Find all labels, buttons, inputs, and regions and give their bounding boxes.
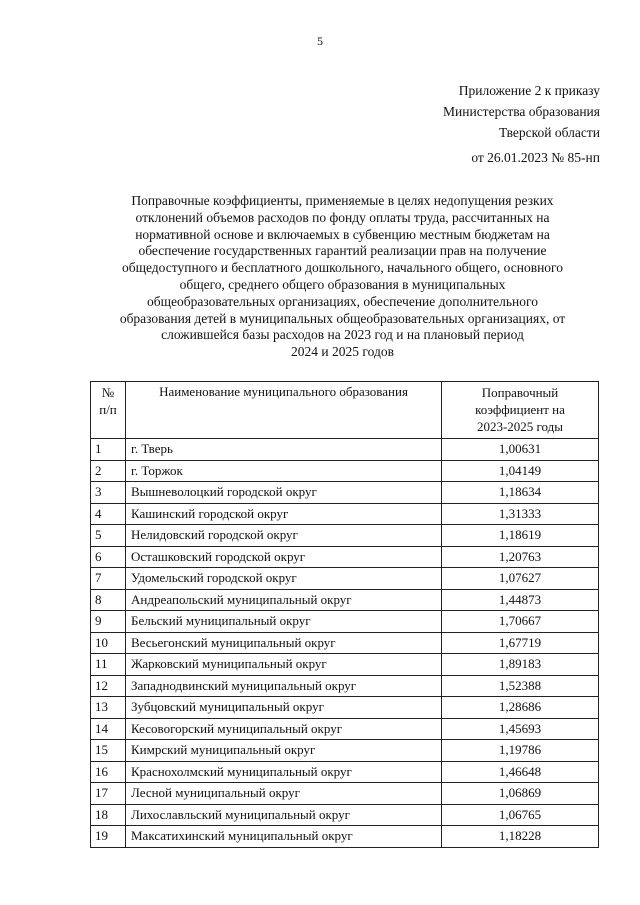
- municipality-name-cell: Кесовогорский муниципальный округ: [126, 718, 442, 740]
- municipality-name-cell: Нелидовский городской округ: [126, 525, 442, 547]
- coefficient-cell: 1,89183: [442, 654, 599, 676]
- heading-line: общеобразовательных организациях, обеспечение дополнительного: [147, 293, 538, 309]
- table-header-row: [91, 382, 599, 439]
- heading-line: общего, среднего общего образования в муниципальных: [179, 276, 506, 292]
- row-number-cell: 2: [91, 460, 126, 482]
- row-number-cell: 15: [91, 740, 126, 762]
- table-row: [91, 826, 599, 848]
- coefficient-cell: 1,18228: [442, 826, 599, 848]
- coefficient-cell: 1,67719: [442, 632, 599, 654]
- coefficient-cell: 1,45693: [442, 718, 599, 740]
- heading-line: образования детей в муниципальных общеобразовательных организациях, от: [119, 310, 566, 326]
- column-header-number: [91, 382, 126, 439]
- appendix-line-1: Приложение 2 к приказу: [458, 83, 600, 98]
- column-header-number-line-2: п/п: [99, 402, 117, 417]
- column-header-number-line-1: №: [101, 385, 115, 400]
- municipality-name-cell: Осташковский городской округ: [126, 546, 442, 568]
- municipality-name-cell: Кашинский городской округ: [126, 503, 442, 525]
- table-row: [91, 783, 599, 805]
- heading-line: обеспечение государственных гарантий реализации прав на получение: [138, 243, 547, 259]
- coefficient-cell: 1,70667: [442, 611, 599, 633]
- column-header-name: Наименование муниципального образования: [126, 382, 442, 439]
- row-number-cell: 6: [91, 546, 126, 568]
- row-number-cell: 10: [91, 632, 126, 654]
- coefficients-table: [90, 381, 599, 848]
- column-header-coefficient-line-3: 2023-2025 годы: [476, 419, 564, 434]
- row-number-cell: 19: [91, 826, 126, 848]
- coefficient-cell: 1,44873: [442, 589, 599, 611]
- appendix-line-3: Тверской области: [499, 125, 600, 140]
- appendix-line-2: Министерства образования: [443, 104, 600, 119]
- table-row: [91, 804, 599, 826]
- municipality-name-cell: Бельский муниципальный округ: [126, 611, 442, 633]
- table-row: [91, 761, 599, 783]
- table-row: [91, 503, 599, 525]
- heading-line: Поправочные коэффициенты, применяемые в целях недопущения резких: [131, 193, 554, 208]
- coefficient-cell: 1,52388: [442, 675, 599, 697]
- page-number: 5: [317, 34, 323, 48]
- row-number-cell: 12: [91, 675, 126, 697]
- row-number-cell: 5: [91, 525, 126, 547]
- table-row: [91, 439, 599, 461]
- row-number-cell: 16: [91, 761, 126, 783]
- table-row: [91, 654, 599, 676]
- coefficient-cell: 1,18619: [442, 525, 599, 547]
- coefficient-cell: 1,04149: [442, 460, 599, 482]
- coefficient-cell: 1,46648: [442, 761, 599, 783]
- row-number-cell: 17: [91, 783, 126, 805]
- municipality-name-cell: Весьегонский муниципальный округ: [126, 632, 442, 654]
- column-header-coefficient-line-2: коэффициент на: [475, 402, 565, 417]
- table-row: [91, 697, 599, 719]
- coefficient-cell: 1,06765: [442, 804, 599, 826]
- coefficient-cell: 1,31333: [442, 503, 599, 525]
- coefficient-cell: 1,18634: [442, 482, 599, 504]
- row-number-cell: 11: [91, 654, 126, 676]
- coefficient-cell: 1,07627: [442, 568, 599, 590]
- table-row: [91, 740, 599, 762]
- table-row: [91, 568, 599, 590]
- municipality-name-cell: Лихославльский муниципальный округ: [126, 804, 442, 826]
- municipality-name-cell: Кимрский муниципальный округ: [126, 740, 442, 762]
- municipality-name-cell: Жарковский муниципальный округ: [126, 654, 442, 676]
- table-row: [91, 675, 599, 697]
- order-reference: от 26.01.2023 № 85-нп: [471, 150, 600, 165]
- table-row: [91, 718, 599, 740]
- municipality-name-cell: г. Торжок: [126, 460, 442, 482]
- heading-line: 2024 и 2025 годов: [291, 344, 394, 360]
- row-number-cell: 9: [91, 611, 126, 633]
- table-row: [91, 611, 599, 633]
- table-row: [91, 546, 599, 568]
- coefficient-cell: 1,19786: [442, 740, 599, 762]
- table-row: [91, 589, 599, 611]
- municipality-name-cell: Зубцовский муниципальный округ: [126, 697, 442, 719]
- document-heading: [90, 193, 595, 361]
- heading-line: отклонений объемов расходов по фонду оплаты труда, рассчитанных на: [135, 209, 550, 225]
- municipality-name-cell: Лесной муниципальный округ: [126, 783, 442, 805]
- coefficient-cell: 1,28686: [442, 697, 599, 719]
- row-number-cell: 13: [91, 697, 126, 719]
- row-number-cell: 1: [91, 439, 126, 461]
- coefficient-cell: 1,00631: [442, 439, 599, 461]
- row-number-cell: 18: [91, 804, 126, 826]
- municipality-name-cell: Западнодвинский муниципальный округ: [126, 675, 442, 697]
- table-row: [91, 482, 599, 504]
- row-number-cell: 7: [91, 568, 126, 590]
- coefficient-cell: 1,20763: [442, 546, 599, 568]
- municipality-name-cell: Вышневолоцкий городской округ: [126, 482, 442, 504]
- municipality-name-cell: г. Тверь: [126, 439, 442, 461]
- municipality-name-cell: Максатихинский муниципальный округ: [126, 826, 442, 848]
- column-header-coefficient: [442, 382, 599, 439]
- column-header-coefficient-line-1: Поправочный: [481, 385, 559, 400]
- table-row: [91, 460, 599, 482]
- heading-line: нормативной основе и включаемых в субвенцию местным бюджетам на: [135, 226, 550, 242]
- table-row: [91, 632, 599, 654]
- row-number-cell: 3: [91, 482, 126, 504]
- municipality-name-cell: Краснохолмский муниципальный округ: [126, 761, 442, 783]
- row-number-cell: 14: [91, 718, 126, 740]
- municipality-name-cell: Удомельский городской округ: [126, 568, 442, 590]
- coefficient-cell: 1,06869: [442, 783, 599, 805]
- municipality-name-cell: Андреапольский муниципальный округ: [126, 589, 442, 611]
- heading-line: сложившейся базы расходов на 2023 год и на плановый период: [161, 327, 524, 343]
- row-number-cell: 8: [91, 589, 126, 611]
- table-row: [91, 525, 599, 547]
- heading-line: общедоступного и бесплатного дошкольного, начального общего, основного: [121, 260, 564, 276]
- appendix-block: [443, 80, 600, 143]
- row-number-cell: 4: [91, 503, 126, 525]
